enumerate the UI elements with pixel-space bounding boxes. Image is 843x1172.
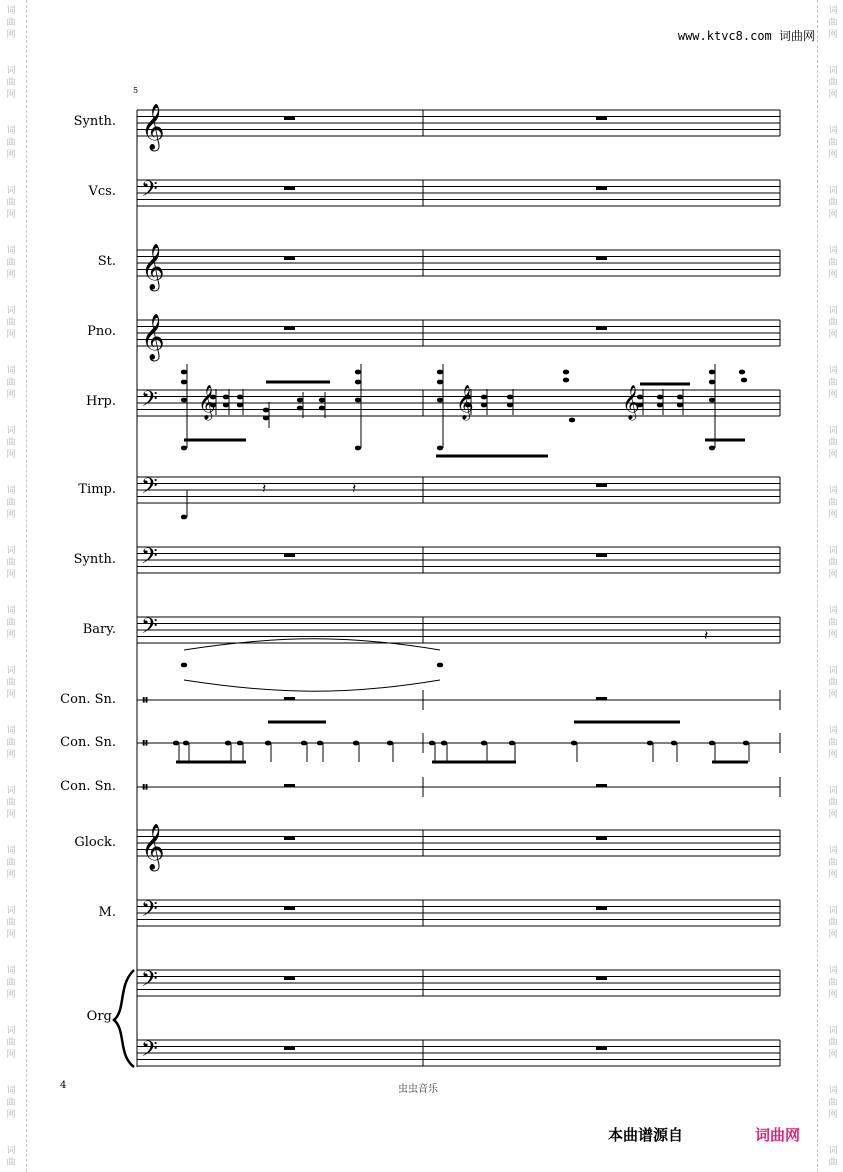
watermark-glyph-left: 曲 — [6, 258, 16, 268]
note-head — [265, 741, 271, 746]
watermark-glyph-right: 词 — [828, 546, 838, 556]
whole-rest — [596, 484, 607, 488]
instrument-label: Con. Sn. — [60, 779, 116, 794]
note-head — [437, 380, 443, 385]
watermark-glyph-left: 网 — [6, 1050, 16, 1060]
note-head — [181, 515, 187, 520]
organ-brace — [114, 970, 134, 1067]
watermark-glyph-left: 曲 — [6, 558, 16, 568]
note-head — [355, 380, 361, 385]
note-head — [317, 741, 323, 746]
note-head — [743, 741, 749, 746]
watermark-glyph-left: 词 — [6, 306, 16, 316]
note-head — [183, 741, 189, 746]
instrument-label: M. — [98, 905, 116, 920]
watermark-glyph-left: 词 — [6, 726, 16, 736]
note-head — [319, 398, 325, 403]
note-head — [437, 663, 443, 668]
instrument-label: St. — [97, 254, 116, 269]
note-head — [237, 741, 243, 746]
harp-treble-clef: 𝄞 — [456, 385, 474, 420]
watermark-glyph-right: 曲 — [828, 318, 838, 328]
whole-rest — [284, 117, 295, 121]
note-head — [677, 403, 683, 408]
tie — [184, 639, 440, 650]
watermark-glyph-right: 网 — [828, 210, 838, 220]
quarter-rest: 𝄽 — [704, 628, 709, 644]
watermark-glyph-left: 网 — [6, 150, 16, 160]
watermark-glyph-left: 网 — [6, 1110, 16, 1120]
watermark-glyph-left: 网 — [6, 510, 16, 520]
whole-rest — [284, 327, 295, 331]
watermark-glyph-left: 网 — [6, 990, 16, 1000]
watermark-glyph-left: 词 — [6, 906, 16, 916]
bass-clef: 𝄢 — [141, 177, 158, 207]
note-head — [671, 741, 677, 746]
instrument-label: Con. Sn. — [60, 692, 116, 707]
watermark-glyph-left: 曲 — [6, 678, 16, 688]
watermark-glyph-right: 词 — [828, 666, 838, 676]
watermark-glyph-right: 词 — [828, 486, 838, 496]
whole-rest — [596, 977, 607, 981]
watermark-glyph-right: 词 — [828, 846, 838, 856]
bass-clef: 𝄢 — [141, 897, 158, 927]
watermark-glyph-right: 曲 — [828, 378, 838, 388]
note-head — [563, 378, 569, 383]
site-url: www.ktvc8.com 词曲网 — [677, 29, 815, 43]
note-head — [481, 403, 487, 408]
watermark-glyph-right: 词 — [828, 786, 838, 796]
bass-clef: 𝄢 — [141, 474, 158, 504]
note-head — [507, 403, 513, 408]
note-head — [571, 741, 577, 746]
watermark-glyph-left: 网 — [6, 450, 16, 460]
watermark-glyph-right: 网 — [828, 270, 838, 280]
watermark-glyph-left: 网 — [6, 330, 16, 340]
watermark-glyph-left: 网 — [6, 750, 16, 760]
instrument-label: Org. — [86, 1009, 116, 1024]
watermark-glyph-left: 词 — [6, 426, 16, 436]
note-head — [507, 395, 513, 400]
watermark-glyph-right: 网 — [828, 450, 838, 460]
watermark-glyph-right: 网 — [828, 570, 838, 580]
instrument-label: Timp. — [78, 482, 116, 497]
note-head — [437, 398, 443, 403]
watermark-glyph-left: 曲 — [6, 798, 16, 808]
note-head — [237, 395, 243, 400]
watermark-glyph-right: 曲 — [828, 678, 838, 688]
whole-rest — [284, 187, 295, 191]
note-head — [181, 446, 187, 451]
note-head — [237, 403, 243, 408]
instrument-label: Vcs. — [88, 184, 116, 199]
watermark-glyph-left: 网 — [6, 690, 16, 700]
note-head — [225, 741, 231, 746]
watermark-glyph-right: 网 — [828, 630, 838, 640]
watermark-glyph-right: 词 — [828, 1146, 838, 1156]
watermark-glyph-left: 曲 — [6, 1098, 16, 1108]
whole-rest — [596, 327, 607, 331]
watermark-glyph-right: 网 — [828, 390, 838, 400]
watermark-glyph-left: 曲 — [6, 438, 16, 448]
watermark-glyph-right: 曲 — [828, 1038, 838, 1048]
watermark-glyph-left: 词 — [6, 366, 16, 376]
watermark-glyph-left: 词 — [6, 186, 16, 196]
whole-rest — [596, 554, 607, 558]
watermark-glyph-left: 词 — [6, 846, 16, 856]
watermark-glyph-right: 网 — [828, 870, 838, 880]
note-head — [173, 741, 179, 746]
watermark-glyph-right: 曲 — [828, 1098, 838, 1108]
watermark-glyph-left: 曲 — [6, 198, 16, 208]
watermark-glyph-right: 词 — [828, 1086, 838, 1096]
watermark-glyph-right: 曲 — [828, 1158, 838, 1168]
watermark-glyph-left: 曲 — [6, 138, 16, 148]
note-head — [739, 370, 745, 375]
note-head — [509, 741, 515, 746]
tie — [184, 680, 440, 691]
watermark-glyph-right: 词 — [828, 726, 838, 736]
note-head — [563, 370, 569, 375]
watermark-glyph-right: 曲 — [828, 858, 838, 868]
watermark-glyph-right: 词 — [828, 366, 838, 376]
watermark-glyph-right: 曲 — [828, 498, 838, 508]
instrument-label: Glock. — [74, 835, 116, 850]
watermark-glyph-left: 网 — [6, 630, 16, 640]
quarter-rest: 𝄽 — [262, 481, 267, 497]
bass-clef: 𝄢 — [141, 967, 158, 997]
watermark-glyph-right: 词 — [828, 426, 838, 436]
watermark-glyph-right: 词 — [828, 1026, 838, 1036]
note-head — [481, 741, 487, 746]
note-head — [677, 395, 683, 400]
watermark-glyph-left: 网 — [6, 810, 16, 820]
note-head — [709, 380, 715, 385]
quarter-rest: 𝄽 — [352, 481, 357, 497]
watermark-glyph-left: 曲 — [6, 1158, 16, 1168]
note-head — [709, 446, 715, 451]
watermark-glyph-right: 词 — [828, 306, 838, 316]
whole-rest — [596, 907, 607, 911]
whole-rest — [596, 697, 607, 701]
source-brand: 词曲网 — [755, 1126, 801, 1144]
note-head — [181, 380, 187, 385]
page-number: 4 — [60, 1080, 67, 1091]
treble-clef: 𝄞 — [141, 314, 165, 360]
watermark-glyph-right: 曲 — [828, 438, 838, 448]
watermark-glyph-left: 词 — [6, 666, 16, 676]
watermark-glyph-left: 词 — [6, 246, 16, 256]
watermark-glyph-left: 词 — [6, 1086, 16, 1096]
watermark-glyph-right: 词 — [828, 906, 838, 916]
watermark-glyph-right: 曲 — [828, 18, 838, 28]
whole-rest — [284, 257, 295, 261]
watermark-glyph-left: 网 — [6, 90, 16, 100]
watermark-glyph-right: 网 — [828, 810, 838, 820]
watermark-glyph-left: 曲 — [6, 18, 16, 28]
watermark-glyph-right: 网 — [828, 90, 838, 100]
treble-clef: 𝄞 — [141, 824, 165, 870]
watermark-glyph-left: 曲 — [6, 318, 16, 328]
watermark-glyph-left: 曲 — [6, 918, 16, 928]
note-head — [657, 395, 663, 400]
instrument-label: Synth. — [73, 552, 116, 567]
percussion-clef: 𝄥 — [143, 693, 148, 709]
whole-rest — [284, 554, 295, 558]
watermark-glyph-right: 曲 — [828, 558, 838, 568]
note-head — [657, 403, 663, 408]
watermark-glyph-left: 网 — [6, 870, 16, 880]
note-head — [429, 741, 435, 746]
note-head — [181, 370, 187, 375]
percussion-clef: 𝄥 — [143, 736, 148, 752]
watermark-glyph-right: 词 — [828, 966, 838, 976]
instrument-label: Bary. — [82, 622, 116, 637]
watermark-glyph-left: 词 — [6, 66, 16, 76]
watermark-glyph-left: 曲 — [6, 978, 16, 988]
watermark-glyph-right: 曲 — [828, 258, 838, 268]
watermark-glyph-left: 曲 — [6, 858, 16, 868]
whole-rest — [284, 977, 295, 981]
bass-clef: 𝄢 — [141, 614, 158, 644]
watermark-glyph-right: 词 — [828, 126, 838, 136]
percussion-clef: 𝄥 — [143, 780, 148, 796]
watermark-glyph-right: 词 — [828, 246, 838, 256]
footer-title: 虫虫音乐 — [398, 1084, 438, 1095]
whole-rest — [596, 837, 607, 841]
note-head — [355, 370, 361, 375]
watermark-glyph-left: 网 — [6, 270, 16, 280]
harp-treble-clef: 𝄞 — [198, 385, 216, 420]
instrument-label: Synth. — [73, 114, 116, 129]
watermark-glyph-right: 词 — [828, 606, 838, 616]
watermark-glyph-left: 词 — [6, 1146, 16, 1156]
note-head — [647, 741, 653, 746]
whole-rest — [284, 784, 295, 788]
note-head — [319, 406, 325, 411]
watermark-glyph-left: 词 — [6, 546, 16, 556]
watermark-glyph-left: 词 — [6, 786, 16, 796]
watermark-glyph-right: 网 — [828, 690, 838, 700]
note-head — [223, 395, 229, 400]
watermark-glyph-right: 词 — [828, 186, 838, 196]
watermark-glyph-right: 网 — [828, 30, 838, 40]
note-head — [481, 395, 487, 400]
watermark-glyph-right: 词 — [828, 66, 838, 76]
watermark-glyph-left: 词 — [6, 1026, 16, 1036]
watermark-glyph-right: 网 — [828, 990, 838, 1000]
whole-rest — [284, 1047, 295, 1051]
harp-treble-clef: 𝄞 — [622, 385, 640, 420]
instrument-label: Hrp. — [85, 394, 116, 409]
watermark-glyph-right: 词 — [828, 6, 838, 16]
watermark-glyph-left: 曲 — [6, 738, 16, 748]
note-head — [441, 741, 447, 746]
watermark-glyph-right: 网 — [828, 1110, 838, 1120]
treble-clef: 𝄞 — [141, 244, 165, 290]
whole-rest — [596, 187, 607, 191]
watermark-glyph-right: 曲 — [828, 798, 838, 808]
watermark-glyph-right: 曲 — [828, 918, 838, 928]
note-head — [263, 416, 269, 421]
bass-clef: 𝄢 — [141, 387, 158, 417]
watermark-glyph-left: 网 — [6, 930, 16, 940]
watermark-glyph-right: 网 — [828, 930, 838, 940]
watermark-glyph-right: 网 — [828, 330, 838, 340]
note-head — [709, 370, 715, 375]
note-head — [569, 418, 575, 423]
watermark-glyph-left: 词 — [6, 966, 16, 976]
note-head — [387, 741, 393, 746]
whole-rest — [284, 697, 295, 701]
watermark-glyph-right: 网 — [828, 510, 838, 520]
watermark-glyph-left: 曲 — [6, 78, 16, 88]
watermark-glyph-left: 词 — [6, 126, 16, 136]
whole-rest — [596, 117, 607, 121]
watermark-glyph-left: 曲 — [6, 1038, 16, 1048]
note-head — [437, 446, 443, 451]
bass-clef: 𝄢 — [141, 544, 158, 574]
watermark-glyph-left: 曲 — [6, 378, 16, 388]
whole-rest — [284, 907, 295, 911]
watermark-glyph-right: 曲 — [828, 978, 838, 988]
note-head — [223, 403, 229, 408]
source-text: 本曲谱源自 — [608, 1126, 684, 1144]
whole-rest — [596, 257, 607, 261]
note-head — [297, 406, 303, 411]
watermark-glyph-right: 网 — [828, 1050, 838, 1060]
watermark-glyph-right: 网 — [828, 750, 838, 760]
measure-number: 5 — [133, 86, 139, 95]
watermark-glyph-right: 曲 — [828, 618, 838, 628]
watermark-glyph-left: 网 — [6, 390, 16, 400]
note-head — [181, 663, 187, 668]
whole-rest — [284, 837, 295, 841]
treble-clef: 𝄞 — [141, 104, 165, 150]
note-head — [181, 398, 187, 403]
note-head — [301, 741, 307, 746]
watermark-glyph-right: 曲 — [828, 738, 838, 748]
note-head — [353, 741, 359, 746]
instrument-label: Con. Sn. — [60, 735, 116, 750]
watermark-glyph-right: 曲 — [828, 138, 838, 148]
note-head — [709, 741, 715, 746]
note-head — [709, 398, 715, 403]
watermark-glyph-left: 网 — [6, 570, 16, 580]
note-head — [741, 378, 747, 383]
note-head — [355, 398, 361, 403]
instrument-label: Pno. — [87, 324, 116, 339]
note-head — [263, 408, 269, 413]
watermark-glyph-right: 曲 — [828, 78, 838, 88]
whole-rest — [596, 784, 607, 788]
watermark-glyph-right: 网 — [828, 150, 838, 160]
watermark-glyph-left: 网 — [6, 30, 16, 40]
watermark-glyph-left: 网 — [6, 210, 16, 220]
watermark-glyph-left: 曲 — [6, 498, 16, 508]
note-head — [437, 370, 443, 375]
watermark-glyph-right: 曲 — [828, 198, 838, 208]
whole-rest — [596, 1047, 607, 1051]
watermark-glyph-left: 曲 — [6, 618, 16, 628]
watermark-glyph-left: 词 — [6, 6, 16, 16]
note-head — [355, 446, 361, 451]
watermark-glyph-left: 词 — [6, 486, 16, 496]
bass-clef: 𝄢 — [141, 1037, 158, 1067]
note-head — [297, 398, 303, 403]
watermark-glyph-left: 词 — [6, 606, 16, 616]
